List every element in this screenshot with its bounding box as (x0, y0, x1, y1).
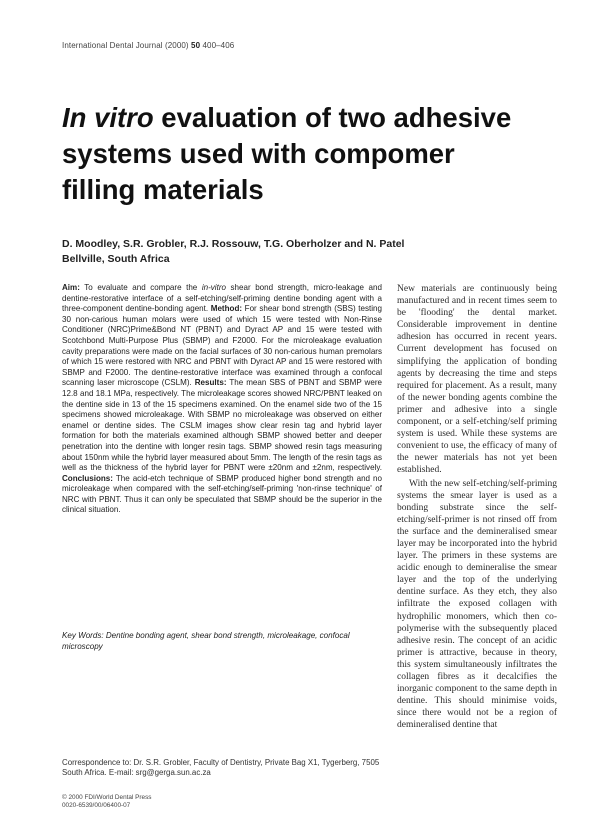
copyright (62, 794, 262, 810)
journal-header (62, 41, 234, 50)
journal-pages: 400–406 (202, 41, 235, 50)
author-names: D. Moodley, S.R. Grobler, R.J. Rossouw, T.G. Oberholzer and N. Patel (62, 238, 405, 250)
aim-label: Aim: (62, 283, 80, 292)
copyright-line-2: 0020-6539/00/06400-07 (62, 801, 131, 809)
authors-block (62, 237, 404, 267)
method-text: For shear bond strength (SBS) testing 30 non-carious human molars were used of which 15 were tested with Non-Rinse Conditioner (NRC)Prime&Bond NT (PBNT) and Dyract AP and 15 were tested with Scotchbond Multi-Purpose Plus (SBMP) and F2000. For the microleakage evaluation cavity preparations were made on the facial surfaces of 30 non-carious human premolars of which 15 were restored with NRC and PBNT with Dyract AP and 15 were restored with SBMP and F2000. The dentine-restorative interface was examined through a confocal scanning laser microscope (CSLM). (62, 304, 382, 388)
body-paragraph-1: New materials are continuously being manufactured and in recent times seem to be 'flooding' the dental market. Considerable improvement in dentine adhesion has occurred in recent years. Current development has focused on simplifying the application of bonding agents by decreasing the time and steps required for placement. As a result, many of the newer bonding agents combine the primer and adhesive into a single component, or a self-etching/self priming system is used. While these systems are convenient to use, the efficacy of many of the newer materials has not yet been established. (397, 284, 557, 476)
journal-name: International Dental Journal (62, 41, 163, 50)
abstract-text (62, 283, 382, 516)
article-title (62, 100, 542, 208)
aim-text-b: shear bond strength, micro-leakage and dentine-restorative interface of a self-etching/self-priming dentine bonding agent with a three-component dentine-bonding agent. (62, 283, 382, 314)
aim-italic: in-vitro (201, 283, 226, 292)
keywords: Key Words: Dentine bonding agent, shear bond strength, microleakage, confocal microscopy (62, 631, 350, 651)
correspondence: Correspondence to: Dr. S.R. Grobler, Faculty of Dentistry, Private Bag X1, Tygerberg, 7505 South Africa. E-mail: srg@gerga.sun.ac.za (62, 758, 380, 778)
aim-text-a: To evaluate and compare the (79, 283, 202, 292)
results-text: The mean SBS of PBNT and SBMP were 12.8 and 18.1 MPa, respectively. The microleakage scores showed NRC/PBNT leaked on the dentine side in 13 of the 15 specimens examined. On the enamel side two of the 15 specimens showed microleakage. With SBMP no microleakage was observed on either enamel or dentine sides. The CSLM images show clear resin tag and hybrid layer formation for both the materials examined although SBMP showed better and deeper penetration into the dentine with longer resin tags. SBMP showed resin tags measuring about 150nm while the hybrid layer measured about 5mm. The length of the resin tags as well as the thickness of the hybrid layer for PBNT were ±20nm and ±2nm, respectively. (62, 378, 382, 473)
method-label: Method: (210, 304, 243, 314)
results-label: Results: (194, 378, 227, 388)
body-column (397, 283, 557, 731)
conclusions-label: Conclusions: (62, 473, 113, 483)
title-line-2: systems used with compomer (62, 138, 455, 169)
journal-year: (2000) (164, 41, 189, 50)
copyright-line-1: © 2000 FDI/World Dental Press (62, 794, 152, 801)
journal-volume: 50 (191, 41, 201, 50)
title-line-1-rest: evaluation of two adhesive (153, 102, 512, 133)
title-italic: In vitro (62, 102, 154, 133)
title-line-3: filling materials (62, 174, 264, 205)
conclusions-text: The acid-etch technique of SBMP produced higher bond strength and no microleakage when compared with the self-etching/self-priming 'non-rinse technique' of NRC with PBNT. Thus it can only be speculated that SBMP should be the superior in the clinical situation. (62, 473, 382, 515)
body-paragraph-2: With the new self-etching/self-priming systems the smear layer is used as a bonding substrate since the self-etching/self-primer is not rinsed off from the surface and the demineralised smear layer may be incorporated into the hybrid layer. The primers in these systems are acidic enough to demineralise the smear layer and the top of the underlying dentine surface. As they etch, they also infiltrate the exposed collagen with hydrophilic monomers, which then co-polymerise with the subsequently placed adhesive resin. The concept of an acidic primer is attractive, because in theory, this system simultaneously infiltrates the collagen fibres as it decalcifies the inorganic component to the same depth in dentine. This should minimise voids, since there would not be a region of demineralised dentine that (397, 478, 557, 731)
author-affiliation: Bellville, South Africa (62, 253, 170, 265)
abstract (62, 283, 382, 516)
title-line-1 (62, 100, 542, 136)
